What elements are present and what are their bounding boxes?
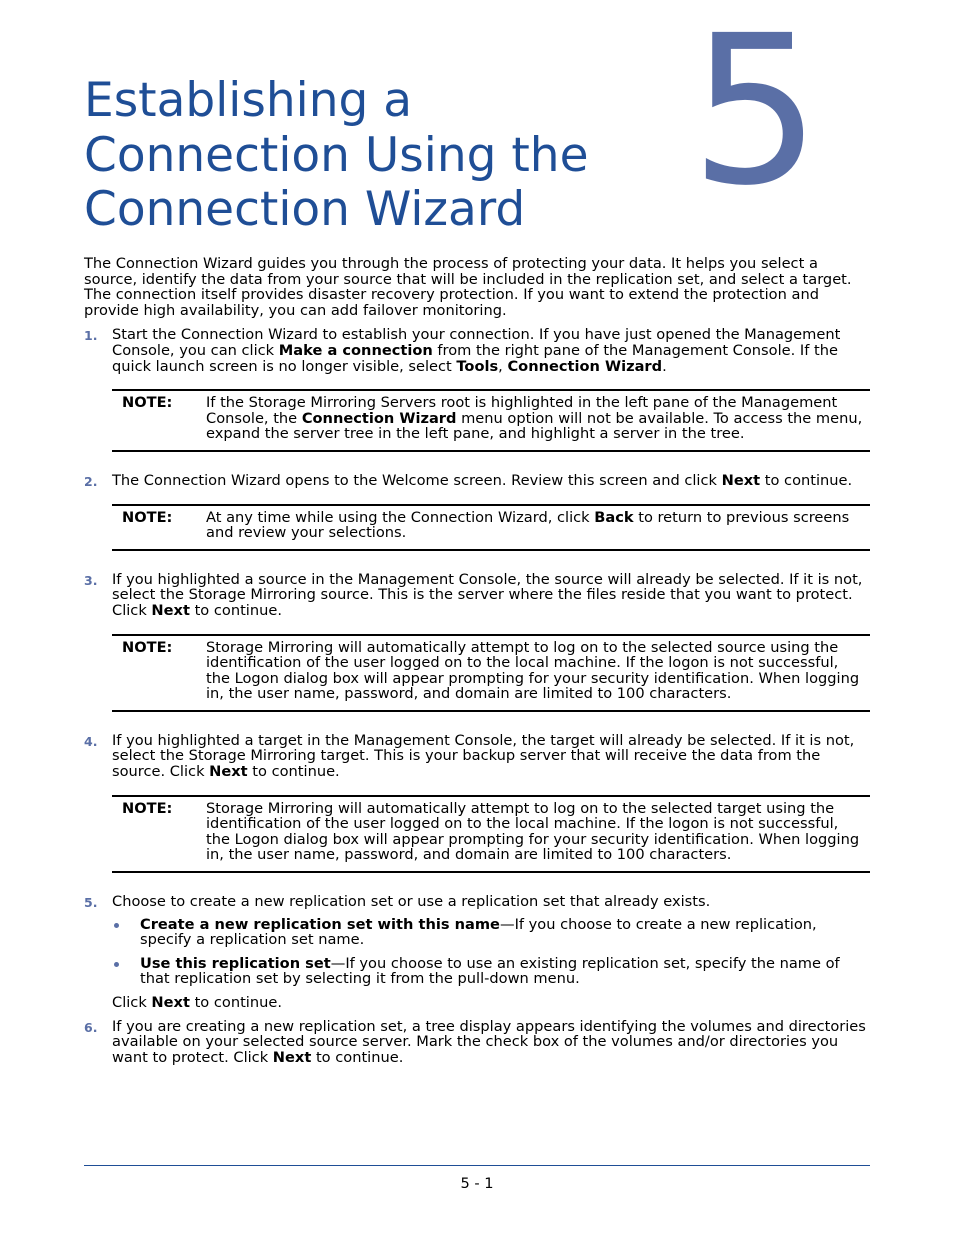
text-run: to continue. — [189, 601, 282, 619]
page-number: 5 - 1 — [460, 1175, 494, 1192]
text-run: to continue. — [247, 763, 340, 781]
step-number: 6. — [84, 1019, 98, 1035]
ui-term: Next — [209, 763, 248, 781]
step-3 — [84, 572, 870, 619]
text-run: to return to previous screens and review your selections. — [206, 508, 850, 542]
bullet-icon — [114, 962, 119, 967]
note-text — [206, 395, 866, 442]
text-run: The Connection Wizard opens to the Welcome screen. Review this screen and click — [112, 471, 722, 489]
chapter-body — [84, 256, 870, 1065]
text-run: —If you choose to use an existing replication set, specify the name of that replication set by selecting it from the pull-down menu. — [140, 954, 840, 988]
text-run: to continue. — [311, 1048, 404, 1066]
ui-term: Connection Wizard — [507, 357, 663, 375]
text-run: If the Storage Mirroring Servers root is highlighted in the left pane of the Management Console, the — [206, 394, 838, 427]
text-run: At any time while using the Connection Wizard, click — [206, 508, 595, 526]
note-label: NOTE: — [122, 508, 173, 526]
ui-term: Next — [151, 601, 190, 619]
note-box — [112, 389, 870, 452]
bullet-icon — [114, 923, 119, 928]
text-run: from the right pane of the Management Console. If the quick launch screen is no longer visible, select — [112, 341, 838, 375]
text-run: If you are creating a new replication set, a tree display appears identifying the volumes and directories available on your selected source server. Mark the check box of the volumes and/or directories you want to protect. Click — [112, 1017, 866, 1066]
text-run: menu option will not be available. To access the menu, expand the server tree in the left pane, and highlight a server in the tree. — [206, 409, 863, 443]
intro-paragraph: The Connection Wizard guides you through the process of protecting your data. It helps you select a source, identify the data from your source that will be included in the replication set, and select a target. The connection itself provides disaster recovery protection. If you want to extend the protection and provide high availability, you can add failover monitoring. — [84, 255, 852, 319]
note-label: NOTE: — [122, 638, 173, 656]
step-5 — [84, 894, 870, 1011]
step-text — [112, 327, 870, 374]
footer-divider — [84, 1165, 870, 1166]
step-text: Choose to create a new replication set or use a replication set that already exists. — [112, 893, 711, 911]
chapter-title: Establishing a Connection Using the Connection Wizard — [84, 73, 589, 237]
text-run: to continue. — [189, 994, 282, 1011]
step-4 — [84, 733, 870, 780]
ui-term: Next — [721, 471, 761, 489]
text-run: Click — [112, 994, 152, 1011]
note-text: Storage Mirroring will automatically attempt to log on to the selected source using the identification of the user logged on to the local machine. If the logon is not successful, the Logon dialog box will appear prompting for your security identification. When logging in, the user name, password, and domain are limited to 100 characters. — [206, 638, 860, 703]
ui-term: Tools — [456, 357, 499, 375]
chapter-number: 5 — [690, 0, 822, 231]
text-run: If you highlighted a target in the Management Console, the target will already be selected. If it is not, select the Storage Mirroring target. This is your backup server that will receive the data from the source. Click — [112, 731, 855, 781]
list-item — [112, 917, 870, 948]
bullet-list — [112, 917, 870, 987]
ui-term: Next — [272, 1048, 312, 1066]
step-1 — [84, 327, 870, 374]
step-text — [112, 733, 870, 780]
ui-term: Connection Wizard — [301, 409, 457, 427]
ui-term: Next — [151, 994, 190, 1011]
list-item — [112, 956, 870, 987]
step-text — [112, 473, 870, 489]
step-number: 3. — [84, 572, 98, 588]
note-box — [112, 795, 870, 873]
text-run: . — [662, 357, 667, 375]
note-box — [112, 504, 870, 551]
note-text: Storage Mirroring will automatically attempt to log on to the selected target using the identification of the user logged on to the local machine. If the logon is not successful, the Logon dialog box will appear prompting for your security identification. When logging in, the user name, password, and domain are limited to 100 characters. — [206, 799, 860, 864]
text-run: to continue. — [760, 471, 853, 489]
note-label: NOTE: — [122, 394, 173, 412]
step-text — [112, 1019, 870, 1066]
step-2 — [84, 473, 870, 489]
step-number: 4. — [84, 733, 98, 749]
text-run: , — [498, 357, 508, 375]
step-number: 1. — [84, 328, 98, 344]
step-6 — [84, 1019, 870, 1066]
ui-term: Back — [594, 508, 634, 526]
ui-term: Use this replication set — [140, 954, 331, 972]
step-number: 5. — [84, 895, 98, 911]
ui-term: Create a new replication set with this name — [140, 915, 500, 933]
text-run: If you highlighted a source in the Management Console, the source will already be selected. If it is not, select the Storage Mirroring source. This is the server where the files reside that you want to protect. Click — [112, 570, 863, 619]
step-text — [112, 995, 870, 1011]
text-run: —If you choose to create a new replication, specify a replication set name. — [140, 915, 817, 949]
ui-term: Make a connection — [278, 341, 433, 359]
step-text — [112, 572, 870, 619]
step-number: 2. — [84, 473, 98, 489]
note-text — [206, 510, 866, 541]
text-run: Start the Connection Wizard to establish your connection. If you have just opened the Management Console, you can click — [112, 326, 841, 359]
note-label: NOTE: — [122, 799, 173, 817]
note-box — [112, 634, 870, 712]
